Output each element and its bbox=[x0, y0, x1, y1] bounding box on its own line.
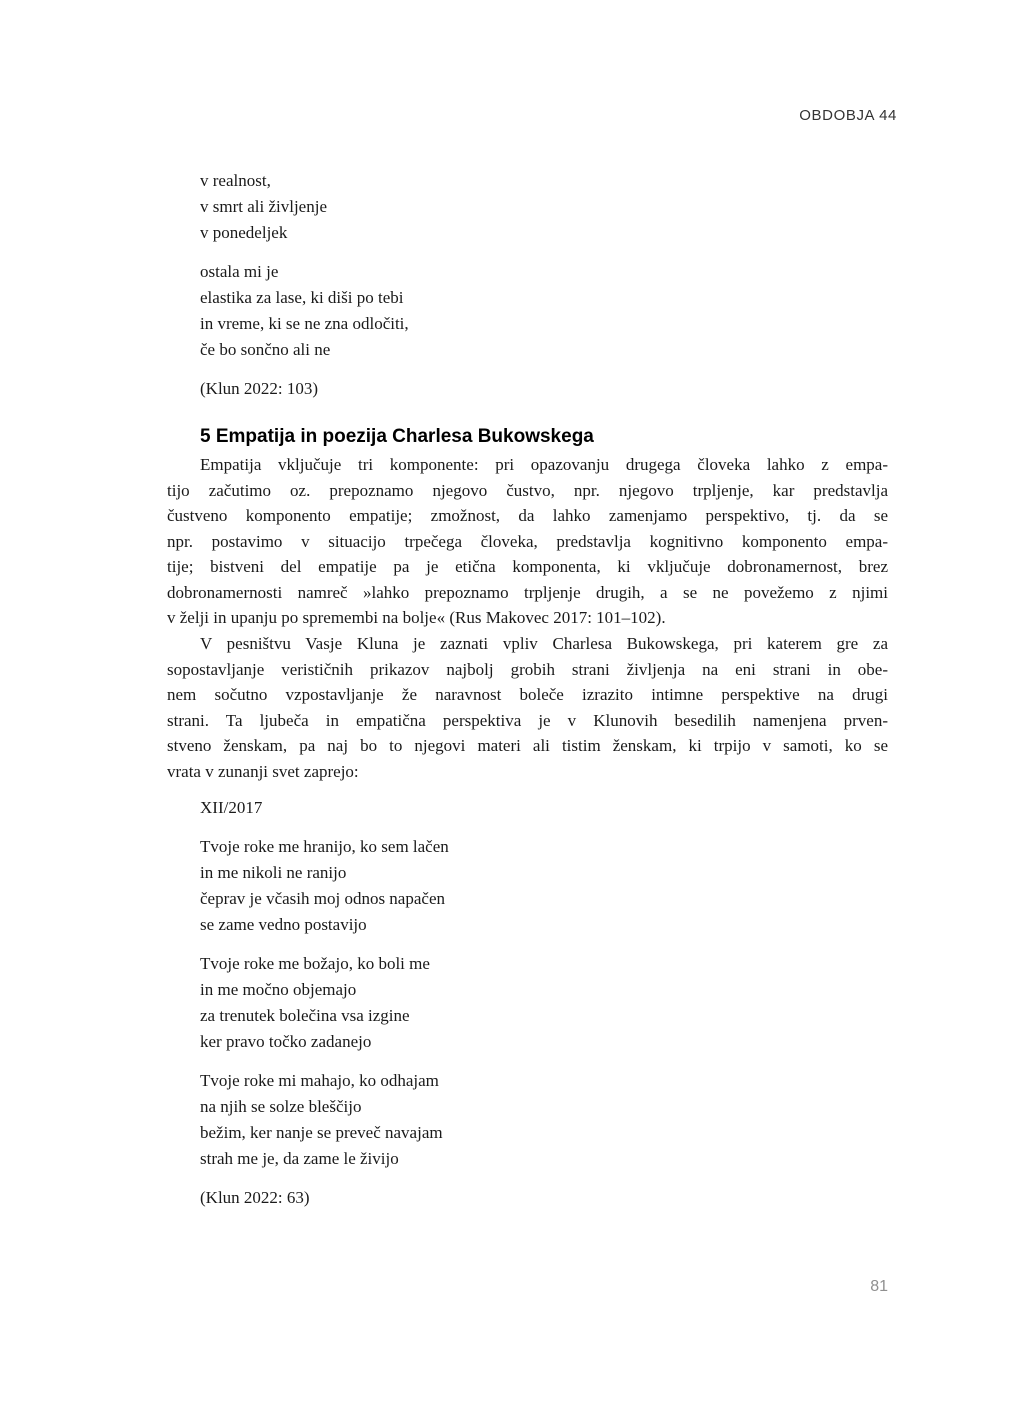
paragraph-1 bbox=[167, 452, 888, 631]
poem-line: strah me je, da zame le živijo bbox=[200, 1149, 399, 1168]
paragraph-line: sopostavljanje verističnih prikazov najbolj grobih strani življenja na eni strani in obe- bbox=[167, 659, 888, 679]
poem-line: če bo sončno ali ne bbox=[200, 340, 331, 359]
poem-line: Tvoje roke me božajo, ko boli me bbox=[200, 954, 430, 973]
paragraph-line: Empatija vključuje tri komponente: pri opazovanju drugega človeka lahko z empa- bbox=[200, 455, 888, 474]
poem-quote-2 bbox=[200, 795, 760, 1211]
poem-line: Tvoje roke mi mahajo, ko odhajam bbox=[200, 1071, 439, 1090]
paragraph-line: vrata v zunanji svet zaprejo: bbox=[167, 761, 359, 781]
paragraph-line: stveno ženskam, pa naj bo to njegovi materi ali tistim ženskam, ki trpijo v samoti, ko se bbox=[167, 736, 888, 755]
running-header: OBDOBJA 44 bbox=[799, 107, 897, 124]
stanza bbox=[200, 1068, 760, 1172]
poem-stanzas-1 bbox=[200, 168, 760, 363]
paragraph-line: strani. Ta ljubeča in empatična perspektiva je v Klunovih besedilih namenjena prven- bbox=[167, 710, 888, 730]
poem-line: in vreme, ki se ne zna odločiti, bbox=[200, 314, 409, 333]
paragraph-line: tije; bistveni del empatije pa je etična komponenta, ki vključuje dobronamernost, brez bbox=[167, 557, 888, 576]
poem-quote-1 bbox=[200, 168, 760, 402]
poem-line: v ponedeljek bbox=[200, 223, 288, 242]
paragraph-line: čustveno komponento empatije; zmožnost, da lahko zamenjamo perspektivo, tj. da se bbox=[167, 506, 888, 525]
stanza bbox=[200, 168, 760, 246]
section-heading: 5 Empatija in poezija Charlesa Bukowskega bbox=[200, 426, 594, 447]
poem-line: čeprav je včasih moj odnos napačen bbox=[200, 889, 445, 908]
poem-line: se zame vedno postavijo bbox=[200, 915, 367, 934]
paragraph-2 bbox=[167, 631, 888, 784]
paragraph-line: tijo začutimo oz. prepoznamo njegovo čustvo, npr. njegovo trpljenje, kar predstavlja bbox=[167, 480, 888, 500]
poem-line: Tvoje roke me hranijo, ko sem lačen bbox=[200, 837, 449, 856]
citation-2: (Klun 2022: 63) bbox=[200, 1188, 310, 1207]
paragraph-line: V pesništvu Vasje Kluna je zaznati vpliv Charlesa Bukowskega, pri katerem gre za bbox=[200, 634, 888, 653]
stanza bbox=[200, 951, 760, 1055]
poem-line: in me nikoli ne ranijo bbox=[200, 863, 347, 882]
poem-title: XII/2017 bbox=[200, 798, 263, 817]
stanza bbox=[200, 834, 760, 938]
poem-line: za trenutek bolečina vsa izgine bbox=[200, 1006, 410, 1025]
page-number: 81 bbox=[870, 1278, 888, 1295]
citation-1: (Klun 2022: 103) bbox=[200, 379, 319, 398]
paragraph-line: npr. postavimo v situacijo trpečega človeka, predstavlja kognitivno komponento empa- bbox=[167, 531, 888, 551]
poem-line: na njih se solze bleščijo bbox=[200, 1097, 362, 1116]
poem-line: elastika za lase, ki diši po tebi bbox=[200, 288, 404, 307]
poem-line: ker pravo točko zadanejo bbox=[200, 1032, 372, 1051]
stanza bbox=[200, 259, 760, 363]
poem-line: v smrt ali življenje bbox=[200, 197, 327, 216]
paragraph-line: dobronamernosti namreč »lahko prepoznamo trpljenje drugih, a se ne povežemo z njimi bbox=[167, 582, 888, 602]
poem-line: in me močno objemajo bbox=[200, 980, 357, 999]
paragraph-line: v želji in upanju po spremembi na bolje« (Rus Makovec 2017: 101–102). bbox=[167, 608, 666, 627]
poem-stanzas-2 bbox=[200, 834, 760, 1172]
poem-line: v realnost, bbox=[200, 171, 271, 190]
paragraph-line: nem sočutno vzpostavljanje že naravnost boleče izrazito intimne perspektive na drugi bbox=[167, 685, 888, 704]
poem-line: ostala mi je bbox=[200, 262, 279, 281]
poem-line: bežim, ker nanje se preveč navajam bbox=[200, 1123, 443, 1142]
